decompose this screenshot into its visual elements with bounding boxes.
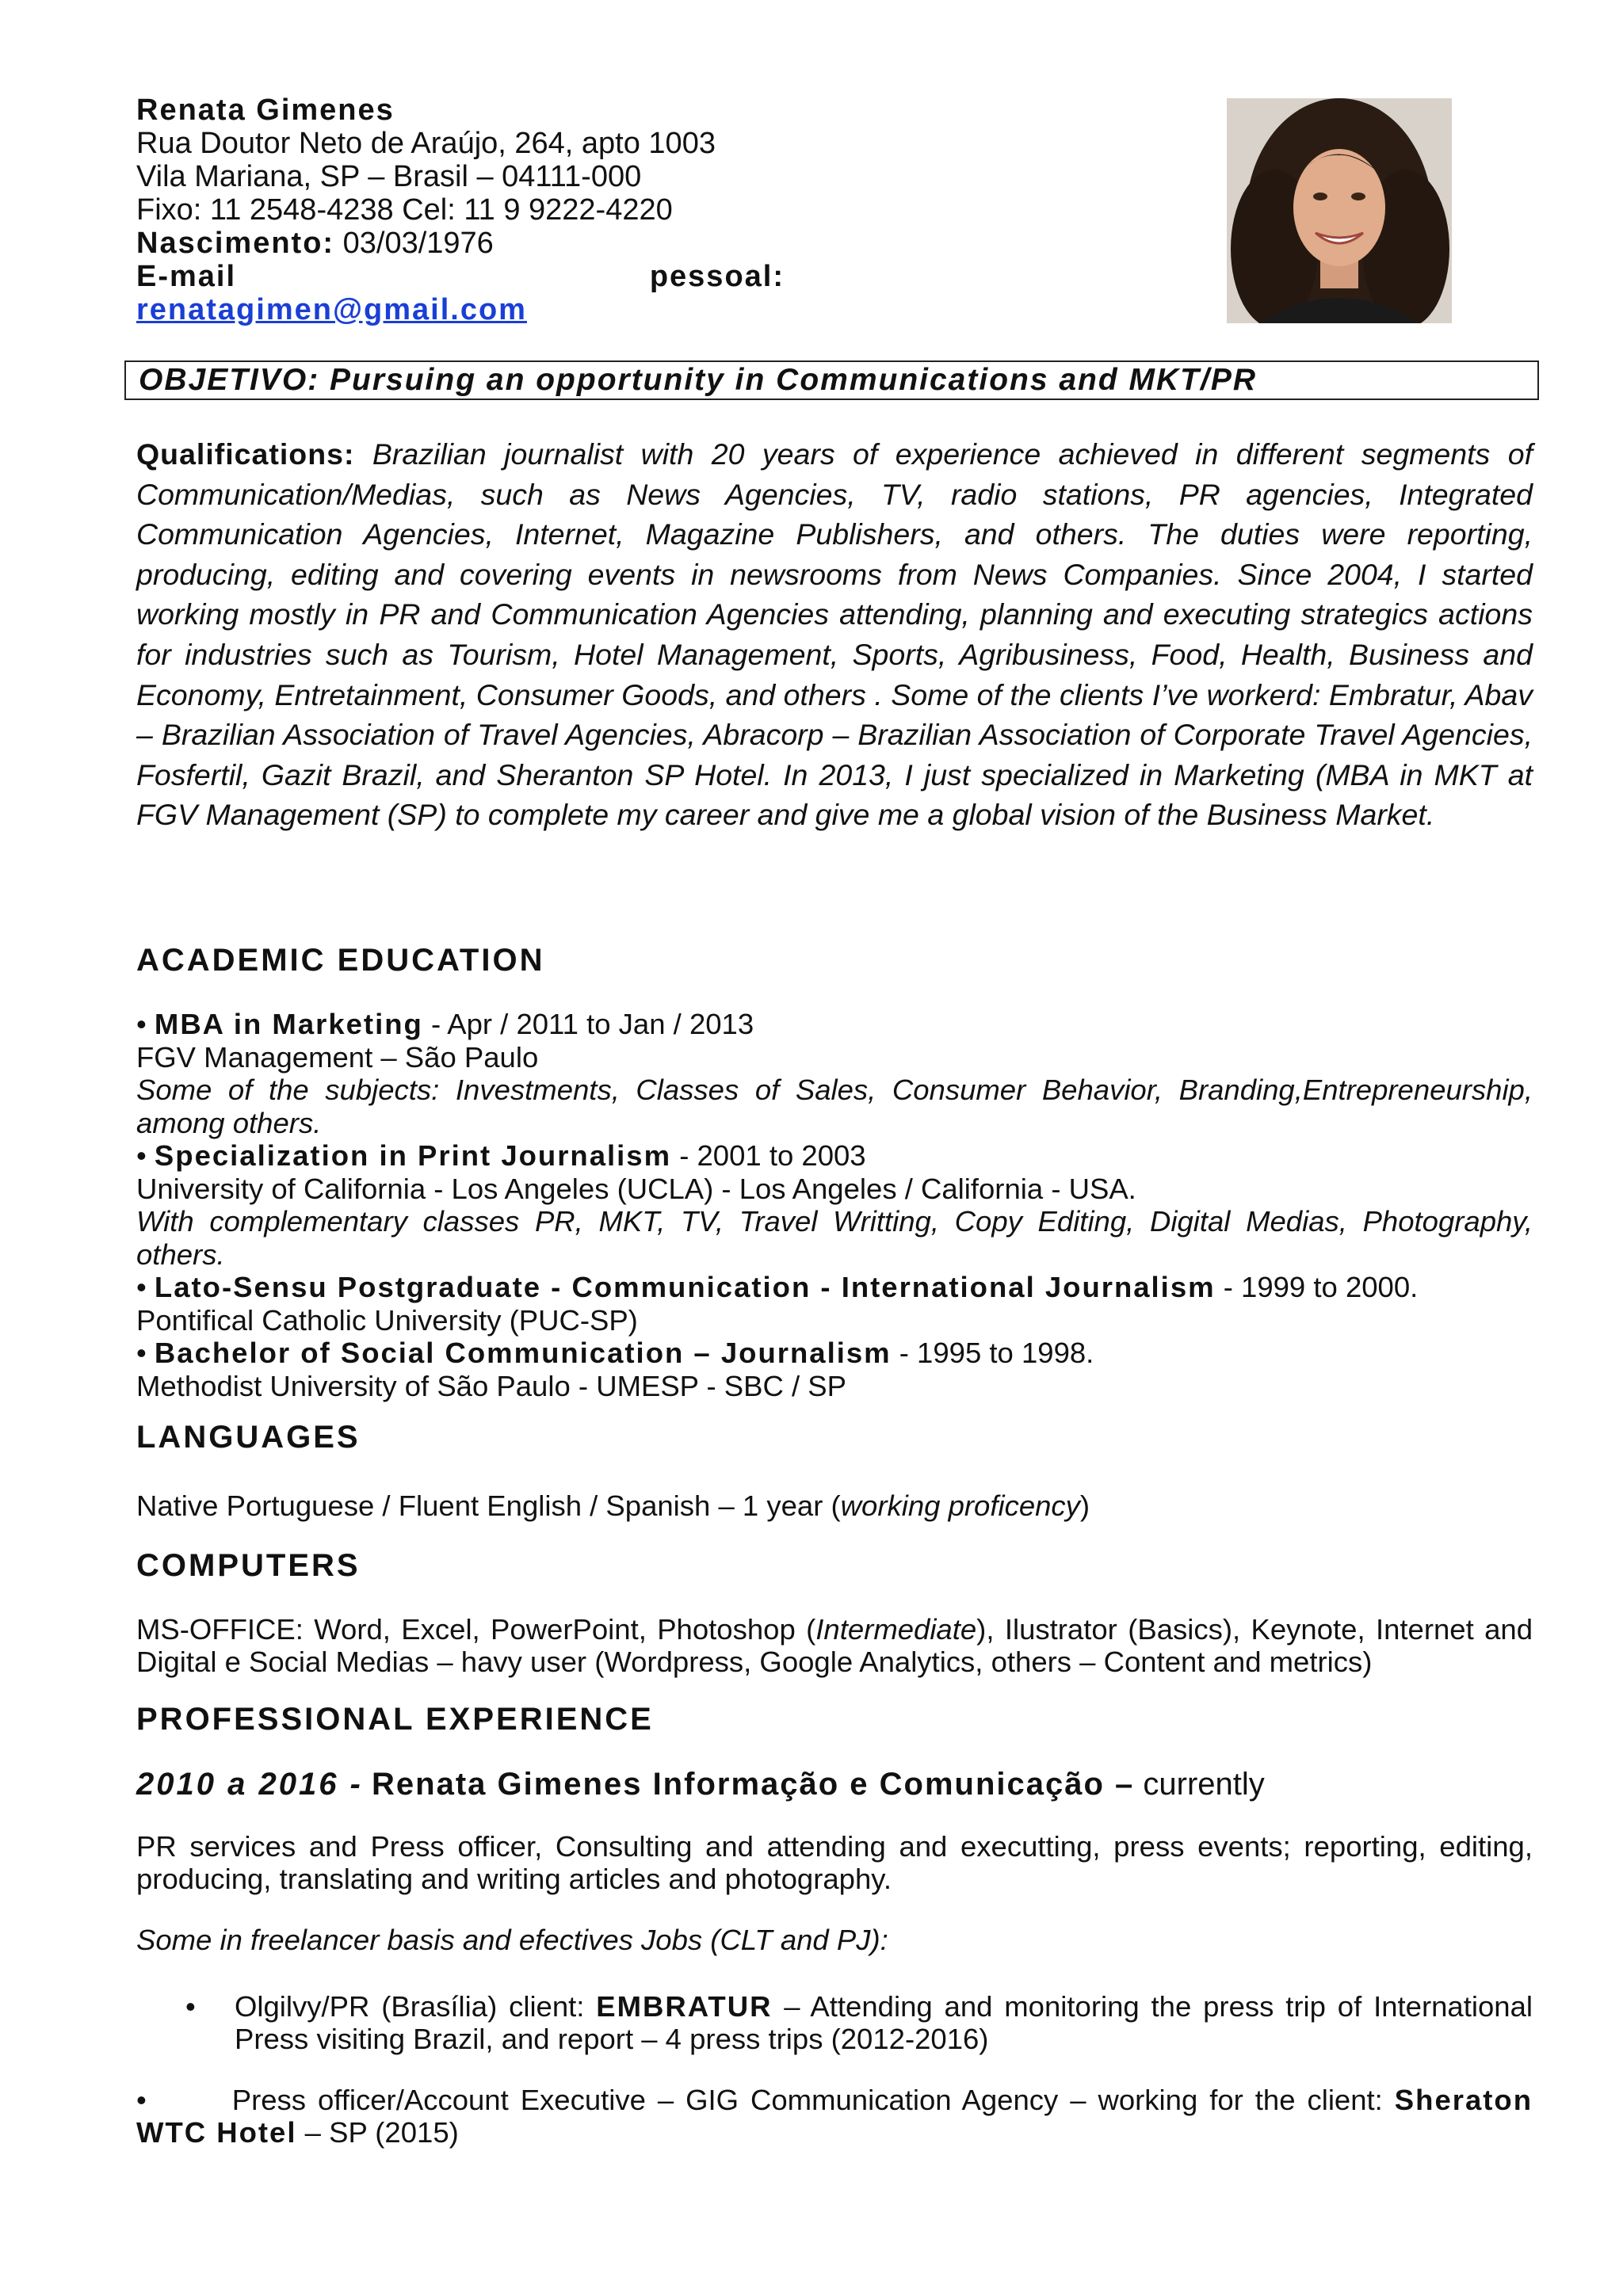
experience-description: PR services and Press officer, Consulting and attending and executting, press events; reporting, editing, producing, translating and writing articles and photography. [136, 1830, 1533, 1895]
education-item: • Lato-Sensu Postgraduate - Communication - International Journalism - 1999 to 2000. [136, 1271, 1419, 1303]
person-name: Renata Gimenes [136, 93, 395, 127]
qualifications-text: Brazilian journalist with 20 years of experience achieved in different segments of Communication/Medias, such as News Agencies, TV, radio stations, PR agencies, Integrated Communication Agencies, Internet, Magazine Publishers, and others. The duties were reporting, producing, editing and covering events in newsrooms from News Companies. Since 2004, I started working mostly in PR and Communication Agencies attending, planning and executing strategics actions for industries such as Tourism, Hotel Management, Sports, Agribusiness, Food, Health, Business and Economy, Entretainment, Consumer Goods, and others . Some of the clients I’ve workerd: Embratur, Abav – Brazilian Association of Travel Agencies, Abracorp – Brazilian Association of Corporate Travel Agencies, Fosfertil, Gazit Brazil, and Sheranton SP Hotel. In 2013, I just specialized in Marketing (MBA in MKT at FGV Management (SP) to complete my career and give me a global vision of the Business Market. [136, 437, 1533, 832]
bullet-dot-icon: • [185, 1990, 196, 2023]
bullet-text: Olgilvy/PR (Brasília) client: [235, 1990, 585, 2023]
degree-title: MBA in Marketing [154, 1008, 423, 1040]
birth-line [136, 227, 786, 260]
bullet-detail: – SP (2015) [304, 2116, 459, 2149]
experience-note: Some in freelancer basis and efectives Jobs (CLT and PJ): [136, 1924, 888, 1956]
degree-title: Lato-Sensu Postgraduate - Communication - International Journalism [154, 1271, 1216, 1303]
education-list [136, 1008, 1533, 1402]
birth-label: Nascimento: [136, 227, 335, 260]
birth-value: 03/03/1976 [342, 227, 494, 260]
experience-heading: PROFESSIONAL EXPERIENCE [136, 1702, 654, 1737]
experience-company: Renata Gimenes Informação e Comunicação – [372, 1767, 1135, 1802]
education-item: • MBA in Marketing - Apr / 2011 to Jan / 2013 [136, 1008, 754, 1040]
school-name: Methodist University of São Paulo - UMESP - SBC / SP [136, 1369, 846, 1402]
bullet-detail: – Attending and monitoring the press trip of International Press visiting Brazil, and report – 4 press trips (2012-2016) [235, 1990, 1533, 2055]
languages-close: ) [1079, 1489, 1090, 1522]
languages-text [136, 1489, 1533, 1522]
objective-box: OBJETIVO: Pursuing an opportunity in Communications and MKT/PR [124, 360, 1539, 400]
computers-text [136, 1613, 1533, 1678]
qualifications-label: Qualifications: [136, 437, 355, 471]
contact-header [136, 93, 786, 326]
bullet-text: Press officer/Account Executive – GIG Communication Agency – working for the client: [231, 2084, 1383, 2116]
qualifications-paragraph [136, 434, 1533, 835]
bullet-client: Sheraton WTC Hotel [136, 2084, 1533, 2149]
languages-main: Native Portuguese / Fluent English / Spanish – 1 year ( [136, 1489, 841, 1522]
degree-title: Bachelor of Social Communication – Journalism [154, 1337, 892, 1369]
computers-rest: ), Ilustrator (Basics), Keynote, Internet and Digital e Social Medias – havy user (Wordpress, Google Analytics, others – Content and metrics) [136, 1613, 1533, 1678]
computers-level: Intermediate [815, 1613, 977, 1646]
education-heading: ACADEMIC EDUCATION [136, 943, 545, 978]
computers-main: MS-OFFICE: Word, Excel, PowerPoint, Photoshop ( [136, 1613, 816, 1646]
computers-heading: COMPUTERS [136, 1548, 361, 1583]
school-name: University of California - Los Angeles (UCLA) - Los Angeles / California - USA. [136, 1172, 1136, 1205]
degree-period: - 2001 to 2003 [671, 1139, 866, 1172]
school-name: FGV Management – São Paulo [136, 1040, 539, 1074]
languages-level: working proficency [840, 1489, 1080, 1522]
degree-period: - 1999 to 2000. [1215, 1271, 1419, 1303]
degree-period: - Apr / 2011 to Jan / 2013 [422, 1008, 754, 1040]
phone-line: Fixo: 11 2548-4238 Cel: 11 9 9222-4220 [136, 193, 673, 227]
languages-heading: LANGUAGES [136, 1420, 361, 1455]
experience-status: currently [1143, 1767, 1265, 1802]
school-name: Pontifical Catholic University (PUC-SP) [136, 1303, 638, 1337]
email-link[interactable]: renatagimen@gmail.com [136, 293, 527, 326]
bullet-dot-icon: • [136, 2084, 147, 2116]
degree-note: Some of the subjects: Investments, Classes of Sales, Consumer Behavior, Branding,Entrepreneurship, among others. [136, 1074, 1533, 1139]
bullet-content [235, 1990, 1533, 2055]
experience-bullet [136, 2084, 1533, 2149]
education-item: • Bachelor of Social Communication – Journalism - 1995 to 1998. [136, 1337, 1094, 1369]
profile-photo [1227, 98, 1452, 323]
address-line-2: Vila Mariana, SP – Brasil – 04111-000 [136, 160, 642, 193]
degree-note: With complementary classes PR, MKT, TV, Travel Writting, Copy Editing, Digital Medias, Photography, others. [136, 1205, 1533, 1271]
portrait-image [1227, 98, 1452, 323]
address-line-1: Rua Doutor Neto de Araújo, 264, apto 1003 [136, 127, 716, 160]
education-item: • Specialization in Print Journalism - 2001 to 2003 [136, 1139, 866, 1172]
degree-title: Specialization in Print Journalism [154, 1139, 672, 1172]
email-label-suffix: pessoal: [649, 260, 785, 293]
email-label: E-mail [136, 260, 237, 293]
experience-entry-heading [136, 1767, 1265, 1802]
bullet-client: EMBRATUR [596, 1990, 773, 2023]
email-label-row [136, 260, 785, 293]
degree-period: - 1995 to 1998. [891, 1337, 1094, 1369]
experience-bullet [136, 1990, 1533, 2055]
experience-period: 2010 a 2016 - [136, 1767, 363, 1802]
